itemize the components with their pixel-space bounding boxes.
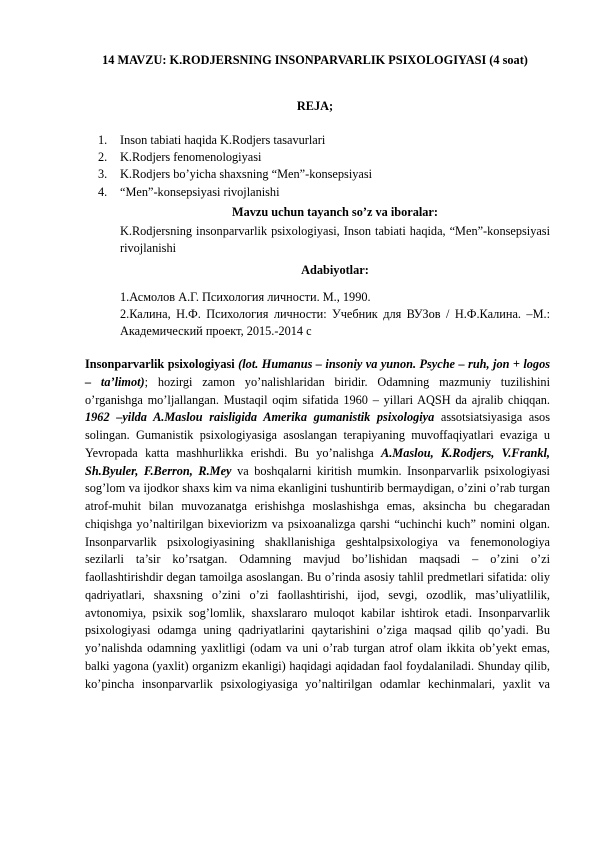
plan-item-text: K.Rodjers bo’yicha shaxsning “Men”-konsepsiyasi [120,167,373,182]
references-heading: Adabiyotlar: [301,263,369,277]
plan-heading: REJA; [296,99,334,113]
reference-item: 2.Калина, Н.Ф. Психология личности: Учебник для ВУЗов / Н.Ф.Калина. –М.: Академический проект, 2015.-2014 с [120,307,550,339]
plan-item-number: 4. [98,184,108,199]
plan-item-text: “Men”-konsepsiyasi rivojlanishi [120,184,280,199]
keywords-heading: Mavzu uchun tayanch so’z va iboralar: [232,205,438,219]
plan-item-text: K.Rodjers fenomenologiyasi [120,150,262,165]
plan-item-number: 1. [98,133,108,147]
reference-item: 1.Асмолов А.Г. Психология личности. М., 1990. [120,290,371,304]
plan-item [98,166,538,183]
page-title: 14 MAVZU: K.RODJERSNING INSONPARVARLIK PSIXOLOGIYASI (4 soat) [102,53,528,67]
plan-item-text: Inson tabiati haqida K.Rodjers tasavurlari [120,133,326,147]
plan-item [98,149,538,166]
keywords-text: K.Rodjersning insonparvarlik psixologiyasi, Inson tabiati haqida, “Men”-konsepsiyasi rivojlanishi [120,224,550,256]
etymology-bold-italic: (lot. Humanus – insoniy va yunon. Psyche – ruh, jon + logos – ta’limot) [85,357,551,389]
text-run: assotsiatsiyasiga asos solingan. Gumanistik psixologiyasiga asoslangan terapiyaning muvoffaqiyatlari evaziga u Yevropada katta mashhurlikka erishdi. Bu yo’nalishga [85,410,550,460]
plan-item [98,184,538,201]
plan-item-number: 3. [98,167,108,182]
body-paragraph [85,356,550,693]
text-run: ; hozirgi zamon yo’nalishlaridan biridir. Odamning mazmuniy tuzilishini o’rganishga mo’ljallangan. Mustaqil oqim sifatida 1960 – yillari AQSH da ajralib chiqqan. [85,374,550,407]
founding-bold-italic: 1962 –yilda A.Maslou raisligida Amerika gumanistik psixologiya [85,410,435,425]
plan-list [98,132,538,201]
names-bold-italic: A.Maslou, K.Rodjers, V.Frankl, Sh.Byuler, F.Berron, R.Mey [85,445,550,478]
term-bold: Insonparvarlik psixologiyasi [85,357,235,371]
plan-item [98,132,538,149]
text-run: va boshqalarni kiritish mumkin. Insonparvarlik psixologiyasi sog’lom va ijodkor shaxs kim va nima ekanligini tushuntirib bermaydigan, o’zini o’rab turgan atrof-muhit bilan muvozanatga erishishga moslashishga emas, aksincha bu chegaradan chiqishga yo’naltirilgan bixeviorizm va psixoanalizga qarshi “uchinchi kuch” nomini olgan. Insonparvarlik psixologiyasining shakllanishiga geshtalpsixologiya va fenemonologiya sezilarli ta’sir ko’rsatgan. Odamning mavjud bo’lishidan maqsadi – o’zini o’zi faollashtirishdir degan tamoilga asoslangan. Bu o’rinda asosiy tahlil predmetlari sifatida: oliy qadriyatlari, shaxsning o’zini o’zi faollashtirishi, ijod, sevgi, ozodlik, mas’uliyatlilik, avtonomiya, psixik sog’lomlik, shaxslararo muloqot kabilar ishtirok etadi. Insonparvarlik psixologiyasi odamga uning qadriyatlarini qaytarishini o’ziga maqsad qilib qo’yadi. Bu yo’nalishda odamning yaxlitligi (odam va uni o’rab turgan atrof olam ikkita ob’yekt emas, balki yagona (yaxlit) organizm ekanligi) haqidagi aqidadan faol foydalaniladi. Shunday qilib, ko’pincha insonparvarlik psixologiyasiga yo’naltirilgan odamlar kechinmalari, yaxlit va [85,463,550,691]
plan-item-number: 2. [98,150,108,165]
